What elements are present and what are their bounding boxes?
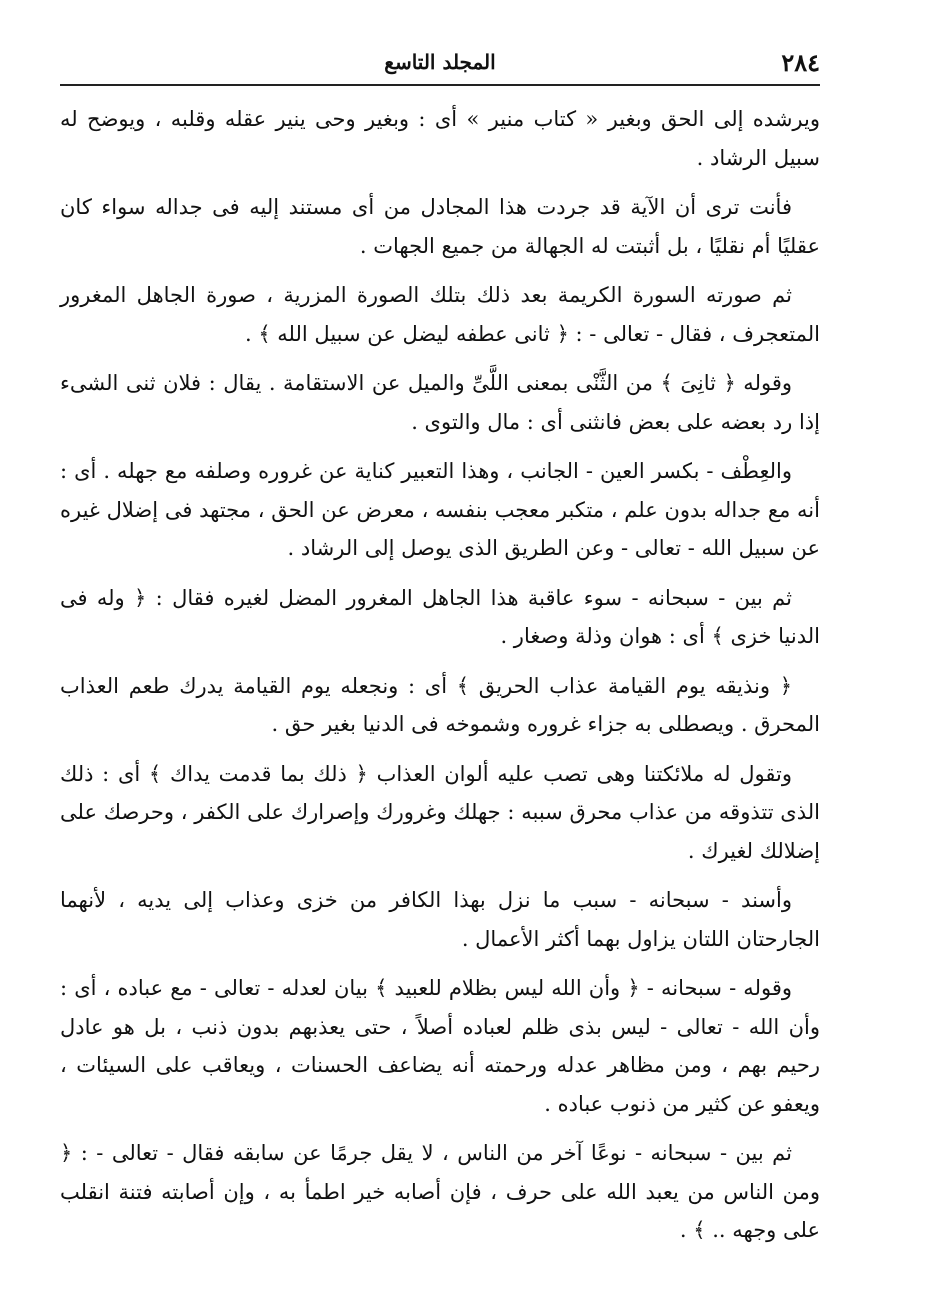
paragraph-3: ثم صورته السورة الكريمة بعد ذلك بتلك الصورة المزرية ، صورة الجاهل المغرور المتعجرف ، فقال - تعالى - : ﴿ ثانى عطفه ليضل عن سبيل الله ﴾ . bbox=[60, 283, 820, 346]
page-body bbox=[60, 86, 820, 1250]
book-page bbox=[60, 40, 820, 1240]
running-title: المجلد التاسع bbox=[384, 50, 496, 74]
paragraph-5: والعِطْف - بكسر العين - الجانب ، وهذا التعبير كناية عن غروره وصلفه مع جهله . أى : أنه مع جداله بدون علم ، متكبر معجب بنفسه ، معرض عن الحق ، مجتهد فى إضلال غيره عن سبيل الله - تعالى - وعن الطريق الذى يوصل إلى الرشاد . bbox=[60, 459, 820, 560]
paragraph-9: وأسند - سبحانه - سبب ما نزل بهذا الكافر من خزى وعذاب إلى يديه ، لأنهما الجارحتان اللتان يزاول بهما أكثر الأعمال . bbox=[60, 888, 820, 951]
paragraph-1: ويرشده إلى الحق وبغير « كتاب منير » أى : وبغير وحى ينير عقله وقلبه ، ويوضح له سبيل الرشاد . bbox=[60, 107, 820, 170]
page-header bbox=[60, 40, 820, 86]
paragraph-2: فأنت ترى أن الآية قد جردت هذا المجادل من أى مستند إليه فى جداله سواء كان عقليًا أم نقليًا ، بل أثبتت له الجهالة من جميع الجهات . bbox=[60, 195, 820, 258]
paragraph-6: ثم بين - سبحانه - سوء عاقبة هذا الجاهل المغرور المضل لغيره فقال : ﴿ وله فى الدنيا خزى ﴾ أى : هوان وذلة وصغار . bbox=[60, 585, 820, 648]
paragraph-10: وقوله - سبحانه - ﴿ وأن الله ليس بظلام للعبيد ﴾ بيان لعدله - تعالى - مع عباده ، أى : وأن الله - تعالى - ليس بذى ظلم لعباده أصلاً ، حتى يعذبهم بدون ذنب ، بل هو عادل رحيم بهم ، ومن مظاهر عدله ورحمته أنه يضاعف الحسنات ، ويعاقب على السيئات ، ويعفو عن كثير من ذنوب عباده . bbox=[60, 976, 820, 1116]
page-number: ٢٨٤ bbox=[781, 48, 820, 77]
paragraph-11: ثم بين - سبحانه - نوعًا آخر من الناس ، لا يقل جرمًا عن سابقه فقال - تعالى - : ﴿ ومن الناس من يعبد الله على حرف ، فإن أصابه خير اطمأ به ، وإن أصابته فتنة انقلب على وجهه .. ﴾ . bbox=[60, 1141, 820, 1242]
paragraph-4: وقوله ﴿ ثانِىَ ﴾ من الثَّنْى بمعنى اللَّىِّ والميل عن الاستقامة . يقال : فلان ثنى الشىء إذا رد بعضه على بعض فانثنى أى : مال والتوى . bbox=[60, 371, 820, 434]
paragraph-7: ﴿ ونذيقه يوم القيامة عذاب الحريق ﴾ أى : ونجعله يوم القيامة يدرك طعم العذاب المحرق . ويصطلى به جزاء غروره وشموخه فى الدنيا بغير حق . bbox=[60, 673, 820, 736]
paragraph-8: وتقول له ملائكتنا وهى تصب عليه ألوان العذاب ﴿ ذلك بما قدمت يداك ﴾ أى : ذلك الذى تتذوقه من عذاب محرق سببه : جهلك وغرورك وإصرارك على الكفر ، وحرصك على إضلالك لغيرك . bbox=[60, 761, 820, 863]
